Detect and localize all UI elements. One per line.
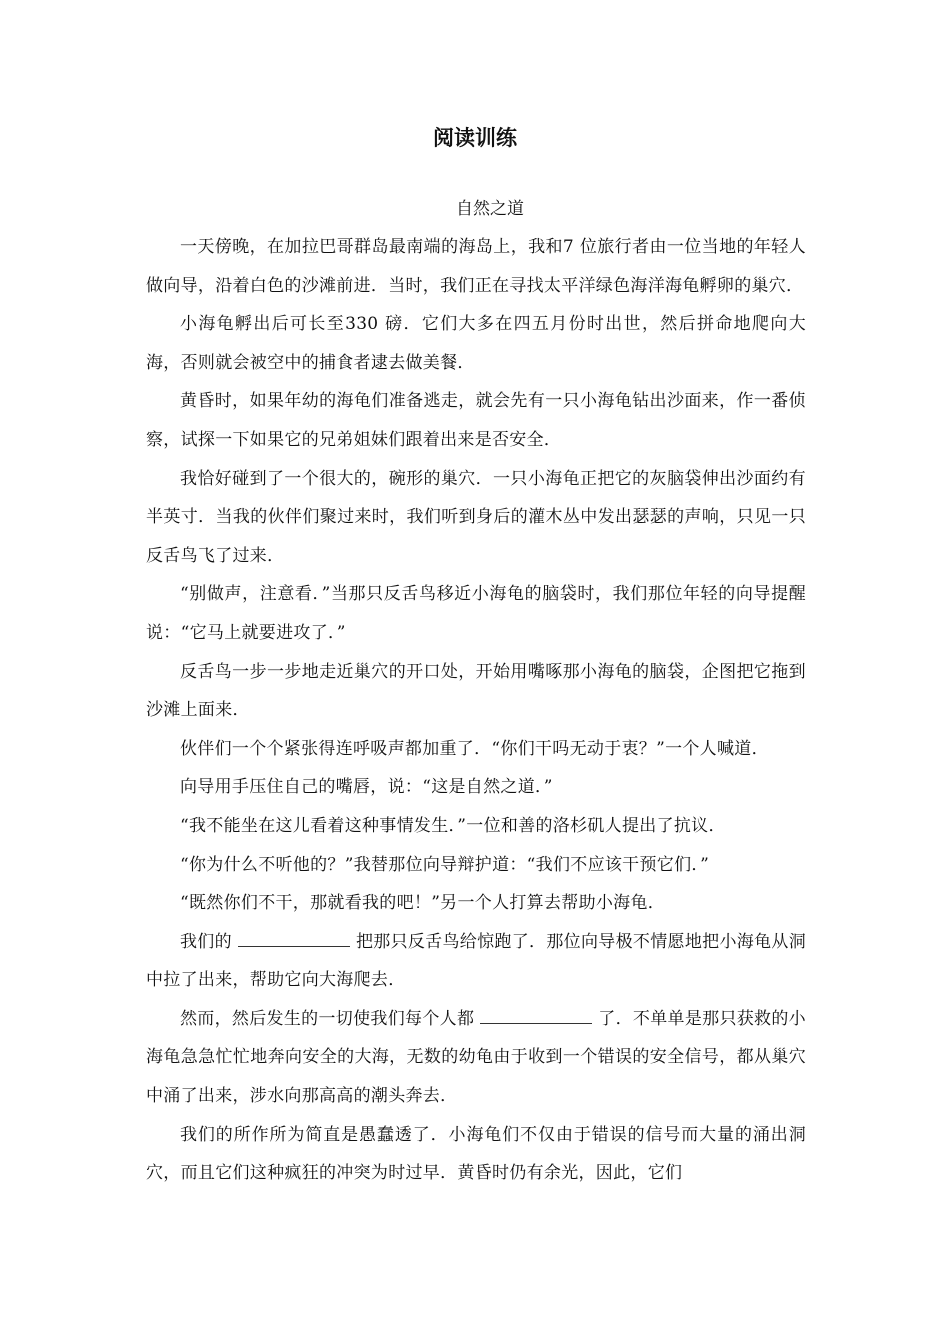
paragraph: 伙伴们一个个紧张得连呼吸声都加重了．“你们干吗无动于衷？”一个人喊道． bbox=[180, 738, 769, 759]
fill-in-blank bbox=[238, 932, 350, 947]
paragraph: “你为什么不听他的？”我替那位向导辩护道：“我们不应该干预它们．” bbox=[180, 854, 710, 875]
article-title: 自然之道 bbox=[456, 199, 524, 219]
paragraph: “既然你们不干，那就看我的吧！”另一个人打算去帮助小海龟． bbox=[180, 893, 666, 914]
paragraph: 小海龟孵出后可长至330 磅．它们大多在四五月份时出世，然后拼命地爬向大海，否则就会被空中的捕食者逮去做美餐． bbox=[146, 314, 806, 373]
paragraph: 黄昏时，如果年幼的海龟们准备逃走，就会先有一只小海龟钻出沙面来，作一番侦察，试探一下如果它的兄弟姐妹们跟着出来是否安全． bbox=[146, 391, 806, 450]
paragraph-text: 我们的 bbox=[180, 931, 232, 952]
document-title: 阅读训练 bbox=[433, 126, 517, 150]
paragraph-text: 然而，然后发生的一切使我们每个人都 bbox=[180, 1008, 475, 1029]
paragraph: 向导用手压住自己的嘴唇，说：“这是自然之道．” bbox=[180, 777, 553, 798]
paragraph: 我恰好碰到了一个很大的，碗形的巢穴．一只小海龟正把它的灰脑袋伸出沙面约有半英寸．当我的伙伴们聚过来时，我们听到身后的灌木丛中发出瑟瑟的声响，只见一只反舌鸟飞了过来． bbox=[146, 468, 806, 566]
paragraph-with-blank bbox=[146, 923, 806, 1000]
paragraph: 一天傍晚，在加拉巴哥群岛最南端的海岛上，我和7 位旅行者由一位当地的年轻人做向导，沿着白色的沙滩前进．当时，我们正在寻找太平洋绿色海洋海龟孵卵的巢穴． bbox=[146, 237, 806, 296]
paragraph: “别做声，注意看．”当那只反舌鸟移近小海龟的脑袋时，我们那位年轻的向导提醒说：“它马上就要进攻了．” bbox=[146, 584, 806, 643]
paragraph: 反舌鸟一步一步地走近巢穴的开口处，开始用嘴啄那小海龟的脑袋，企图把它拖到沙滩上面来． bbox=[146, 661, 806, 721]
paragraph-text: 把那只反舌鸟给惊跑了．那位向导极不情愿地把小海龟从洞中拉了出来，帮助它向大海爬去． bbox=[146, 931, 806, 991]
paragraph-with-blank bbox=[146, 1000, 806, 1116]
fill-in-blank bbox=[480, 1009, 592, 1024]
paragraph-text: 了．不单单是那只获救的小海龟急急忙忙地奔向安全的大海，无数的幼龟由于收到一个错误的安全信号，都从巢穴中涌了出来，涉水向那高高的潮头奔去． bbox=[146, 1008, 806, 1107]
article-body bbox=[146, 228, 806, 1193]
paragraph: “我不能坐在这儿看着这种事情发生．”一位和善的洛杉矶人提出了抗议． bbox=[180, 815, 726, 836]
paragraph: 我们的所作所为简直是愚蠢透了．小海龟们不仅由于错误的信号而大量的涌出洞穴，而且它们这种疯狂的冲突为时过早．黄昏时仍有余光，因此，它们 bbox=[146, 1124, 806, 1184]
